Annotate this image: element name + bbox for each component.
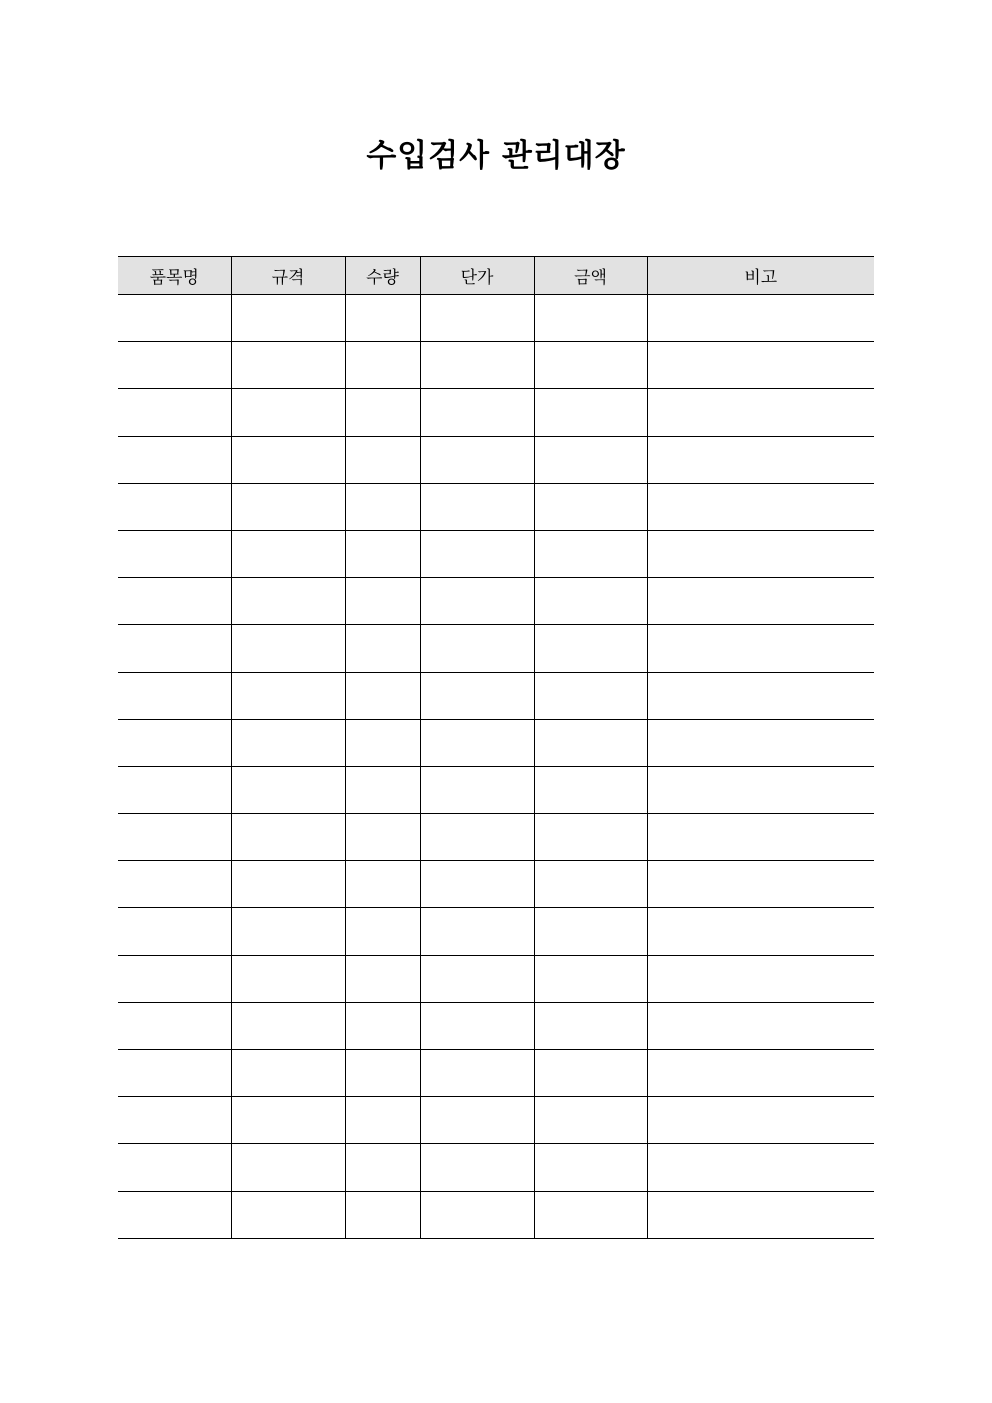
- page-title: 수입검사 관리대장: [366, 138, 626, 174]
- table-row: [118, 1050, 874, 1097]
- item-name-cell[interactable]: [118, 1002, 231, 1049]
- item-name-cell[interactable]: [118, 389, 231, 436]
- item-name-cell[interactable]: [118, 530, 231, 577]
- table-row: [118, 672, 874, 719]
- amount-cell[interactable]: [534, 766, 647, 813]
- unit-price-cell[interactable]: [420, 1097, 534, 1144]
- amount-cell[interactable]: [534, 436, 647, 483]
- amount-cell[interactable]: [534, 295, 647, 342]
- amount-cell[interactable]: [534, 1050, 647, 1097]
- table-row: [118, 436, 874, 483]
- remarks-cell[interactable]: [647, 1191, 874, 1238]
- remarks-cell[interactable]: [647, 1144, 874, 1191]
- amount-cell[interactable]: [534, 719, 647, 766]
- table-row: [118, 389, 874, 436]
- unit-price-cell[interactable]: [420, 1002, 534, 1049]
- spec-cell[interactable]: [231, 483, 345, 530]
- item-name-cell[interactable]: [118, 766, 231, 813]
- amount-cell[interactable]: [534, 861, 647, 908]
- spec-cell[interactable]: [231, 814, 345, 861]
- table-row: [118, 625, 874, 672]
- quantity-cell[interactable]: [345, 625, 420, 672]
- spec-cell[interactable]: [231, 530, 345, 577]
- table-row: [118, 719, 874, 766]
- spec-cell[interactable]: [231, 908, 345, 955]
- amount-cell[interactable]: [534, 1002, 647, 1049]
- table-row: [118, 342, 874, 389]
- table-row: [118, 483, 874, 530]
- remarks-cell[interactable]: [647, 389, 874, 436]
- remarks-cell[interactable]: [647, 1050, 874, 1097]
- unit-price-cell[interactable]: [420, 342, 534, 389]
- spec-cell[interactable]: [231, 861, 345, 908]
- item-name-cell[interactable]: [118, 1191, 231, 1238]
- unit-price-cell[interactable]: [420, 625, 534, 672]
- quantity-cell[interactable]: [345, 766, 420, 813]
- spec-cell[interactable]: [231, 1191, 345, 1238]
- amount-cell[interactable]: [534, 955, 647, 1002]
- remarks-cell[interactable]: [647, 908, 874, 955]
- quantity-cell[interactable]: [345, 1144, 420, 1191]
- amount-cell[interactable]: [534, 672, 647, 719]
- column-header-item-name: 품목명: [118, 257, 231, 295]
- item-name-cell[interactable]: [118, 1097, 231, 1144]
- table-row: [118, 578, 874, 625]
- quantity-cell[interactable]: [345, 342, 420, 389]
- item-name-cell[interactable]: [118, 483, 231, 530]
- unit-price-cell[interactable]: [420, 483, 534, 530]
- table-row: [118, 1191, 874, 1238]
- spec-cell[interactable]: [231, 1002, 345, 1049]
- remarks-cell[interactable]: [647, 625, 874, 672]
- quantity-cell[interactable]: [345, 908, 420, 955]
- table-row: [118, 814, 874, 861]
- quantity-cell[interactable]: [345, 861, 420, 908]
- unit-price-cell[interactable]: [420, 530, 534, 577]
- spec-cell[interactable]: [231, 719, 345, 766]
- remarks-cell[interactable]: [647, 530, 874, 577]
- unit-price-cell[interactable]: [420, 578, 534, 625]
- unit-price-cell[interactable]: [420, 436, 534, 483]
- amount-cell[interactable]: [534, 530, 647, 577]
- remarks-cell[interactable]: [647, 672, 874, 719]
- spec-cell[interactable]: [231, 672, 345, 719]
- quantity-cell[interactable]: [345, 672, 420, 719]
- spec-cell[interactable]: [231, 342, 345, 389]
- amount-cell[interactable]: [534, 342, 647, 389]
- remarks-cell[interactable]: [647, 1097, 874, 1144]
- remarks-cell[interactable]: [647, 342, 874, 389]
- quantity-cell[interactable]: [345, 955, 420, 1002]
- amount-cell[interactable]: [534, 1097, 647, 1144]
- item-name-cell[interactable]: [118, 436, 231, 483]
- remarks-cell[interactable]: [647, 766, 874, 813]
- column-header-quantity: 수량: [345, 257, 420, 295]
- unit-price-cell[interactable]: [420, 1050, 534, 1097]
- item-name-cell[interactable]: [118, 955, 231, 1002]
- amount-cell[interactable]: [534, 625, 647, 672]
- spec-cell[interactable]: [231, 578, 345, 625]
- item-name-cell[interactable]: [118, 625, 231, 672]
- item-name-cell[interactable]: [118, 719, 231, 766]
- unit-price-cell[interactable]: [420, 1144, 534, 1191]
- quantity-cell[interactable]: [345, 578, 420, 625]
- remarks-cell[interactable]: [647, 295, 874, 342]
- item-name-cell[interactable]: [118, 578, 231, 625]
- table-row: [118, 530, 874, 577]
- spec-cell[interactable]: [231, 625, 345, 672]
- column-header-unit-price: 단가: [420, 257, 534, 295]
- quantity-cell[interactable]: [345, 483, 420, 530]
- amount-cell[interactable]: [534, 578, 647, 625]
- unit-price-cell[interactable]: [420, 861, 534, 908]
- quantity-cell[interactable]: [345, 1050, 420, 1097]
- column-header-remarks: 비고: [647, 257, 874, 295]
- table-row: [118, 295, 874, 342]
- table-row: [118, 1002, 874, 1049]
- table-row: [118, 1097, 874, 1144]
- unit-price-cell[interactable]: [420, 1191, 534, 1238]
- spec-cell[interactable]: [231, 766, 345, 813]
- table-header-row: [118, 257, 874, 295]
- spec-cell[interactable]: [231, 1050, 345, 1097]
- quantity-cell[interactable]: [345, 1002, 420, 1049]
- amount-cell[interactable]: [534, 389, 647, 436]
- quantity-cell[interactable]: [345, 1191, 420, 1238]
- spec-cell[interactable]: [231, 389, 345, 436]
- unit-price-cell[interactable]: [420, 719, 534, 766]
- item-name-cell[interactable]: [118, 814, 231, 861]
- item-name-cell[interactable]: [118, 908, 231, 955]
- quantity-cell[interactable]: [345, 719, 420, 766]
- remarks-cell[interactable]: [647, 861, 874, 908]
- spec-cell[interactable]: [231, 436, 345, 483]
- table-row: [118, 766, 874, 813]
- remarks-cell[interactable]: [647, 814, 874, 861]
- item-name-cell[interactable]: [118, 1050, 231, 1097]
- unit-price-cell[interactable]: [420, 295, 534, 342]
- amount-cell[interactable]: [534, 483, 647, 530]
- unit-price-cell[interactable]: [420, 389, 534, 436]
- unit-price-cell[interactable]: [420, 766, 534, 813]
- quantity-cell[interactable]: [345, 530, 420, 577]
- quantity-cell[interactable]: [345, 295, 420, 342]
- remarks-cell[interactable]: [647, 719, 874, 766]
- remarks-cell[interactable]: [647, 955, 874, 1002]
- spec-cell[interactable]: [231, 295, 345, 342]
- remarks-cell[interactable]: [647, 436, 874, 483]
- unit-price-cell[interactable]: [420, 955, 534, 1002]
- amount-cell[interactable]: [534, 908, 647, 955]
- quantity-cell[interactable]: [345, 389, 420, 436]
- amount-cell[interactable]: [534, 814, 647, 861]
- spec-cell[interactable]: [231, 1144, 345, 1191]
- unit-price-cell[interactable]: [420, 908, 534, 955]
- remarks-cell[interactable]: [647, 1002, 874, 1049]
- item-name-cell[interactable]: [118, 861, 231, 908]
- item-name-cell[interactable]: [118, 1144, 231, 1191]
- quantity-cell[interactable]: [345, 436, 420, 483]
- quantity-cell[interactable]: [345, 1097, 420, 1144]
- column-header-spec: 규격: [231, 257, 345, 295]
- quantity-cell[interactable]: [345, 814, 420, 861]
- inspection-ledger-table: [118, 256, 874, 1239]
- table-row: [118, 1144, 874, 1191]
- unit-price-cell[interactable]: [420, 814, 534, 861]
- item-name-cell[interactable]: [118, 342, 231, 389]
- amount-cell[interactable]: [534, 1144, 647, 1191]
- column-header-amount: 금액: [534, 257, 647, 295]
- table-row: [118, 861, 874, 908]
- remarks-cell[interactable]: [647, 483, 874, 530]
- unit-price-cell[interactable]: [420, 672, 534, 719]
- amount-cell[interactable]: [534, 1191, 647, 1238]
- table-row: [118, 955, 874, 1002]
- spec-cell[interactable]: [231, 955, 345, 1002]
- remarks-cell[interactable]: [647, 578, 874, 625]
- table-body: [118, 295, 874, 1239]
- item-name-cell[interactable]: [118, 672, 231, 719]
- item-name-cell[interactable]: [118, 295, 231, 342]
- spec-cell[interactable]: [231, 1097, 345, 1144]
- table-row: [118, 908, 874, 955]
